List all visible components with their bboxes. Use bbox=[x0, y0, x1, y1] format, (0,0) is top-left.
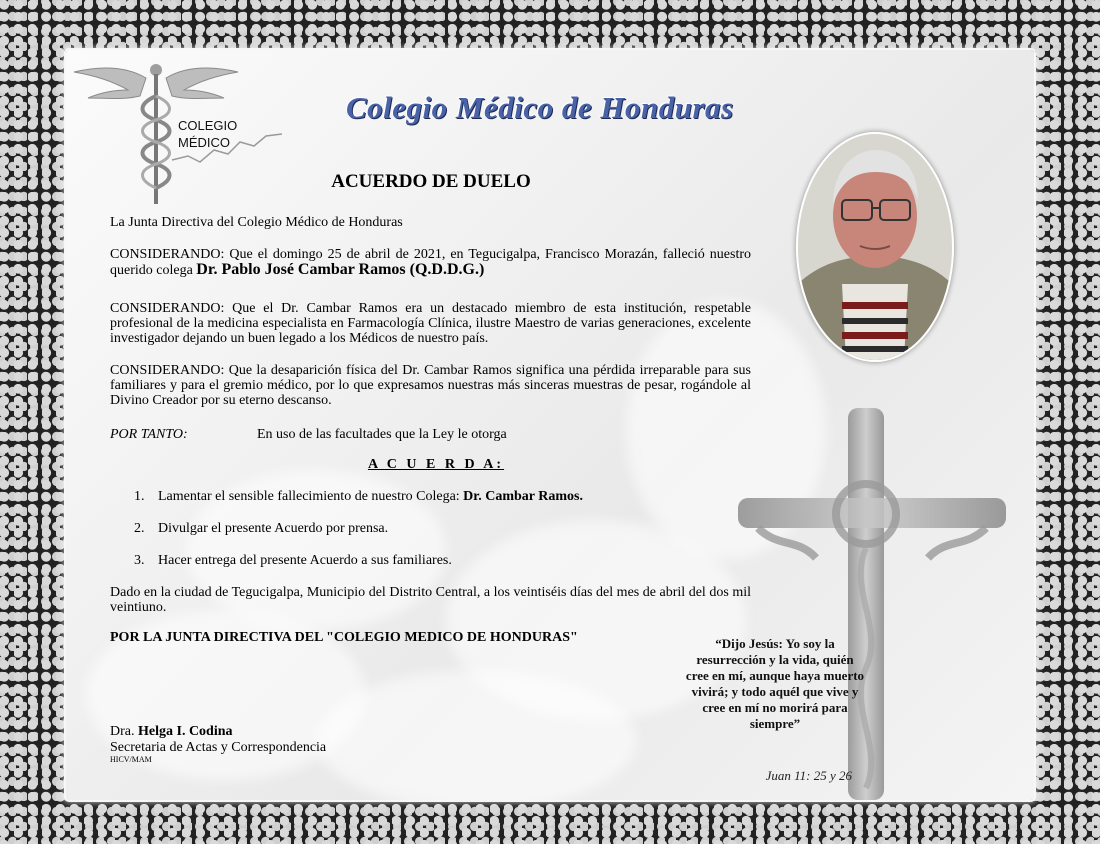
item-number: 1. bbox=[134, 489, 145, 504]
signer-name bbox=[110, 724, 233, 740]
crucifix-image bbox=[738, 408, 1006, 800]
considerando-1-text: CONSIDERANDO: Que el domingo 25 de abril de 2021, en Tegucigalpa, Francisco Morazán, falleció nuestro querido colega bbox=[110, 247, 751, 278]
item-number: 3. bbox=[134, 553, 145, 568]
considerando-2: CONSIDERANDO: Que el Dr. Cambar Ramos era un destacado miembro de esta institución, respetable profesional de la medicina especialista en Farmacología Clínica, ilustre Maestro de varias generaciones, excelente investigador dejando un buen legado a los Médicos de nuestro país. bbox=[110, 301, 751, 346]
considerando-1 bbox=[110, 247, 751, 278]
item-text: Lamentar el sensible fallecimiento de nuestro Colega: bbox=[158, 489, 464, 504]
signer-prefix: Dra. bbox=[110, 724, 138, 739]
document-paper bbox=[66, 50, 1034, 800]
logo-text-2: MÉDICO bbox=[178, 135, 230, 150]
considerando-3: CONSIDERANDO: Que la desaparición física del Dr. Cambar Ramos significa una pérdida irreparable para sus familiares y para el gremio médico, por lo que expresamos nuestras más sinceras muestras de pesar, rogándole al Divino Creador por su eterno descanso. bbox=[110, 363, 751, 408]
document-title: ACUERDO DE DUELO bbox=[331, 171, 531, 192]
signer-initials: HICV/MAM bbox=[110, 755, 152, 764]
list-item bbox=[134, 521, 388, 537]
intro-text: La Junta Directiva del Colegio Médico de Honduras bbox=[110, 215, 403, 230]
por-tanto-label: POR TANTO: bbox=[110, 427, 188, 442]
signer-role: Secretaria de Actas y Correspondencia bbox=[110, 740, 327, 755]
signer-fullname: Helga I. Codina bbox=[138, 724, 233, 739]
deceased-name: Dr. Pablo José Cambar Ramos (Q.D.D.G.) bbox=[196, 261, 485, 278]
dado-text: Dado en la ciudad de Tegucigalpa, Municipio del Distrito Central, a los veintiséis días del mes de abril del dos mil veintiuno. bbox=[110, 585, 751, 615]
logo-text-1: COLEGIO bbox=[178, 118, 238, 133]
list-item bbox=[134, 489, 583, 505]
portrait-image bbox=[798, 134, 952, 360]
list-item bbox=[134, 553, 452, 569]
scripture-quote: “Dijo Jesús: Yo soy la resurrección y la vida, quién cree en mí, aunque haya muerto vivirá; y todo aquél que vive y cree en mí no morirá para siempre” bbox=[685, 636, 865, 731]
junta-signoff: POR LA JUNTA DIRECTIVA DEL "COLEGIO MEDICO DE HONDURAS" bbox=[110, 630, 578, 645]
deceased-portrait bbox=[796, 132, 954, 362]
scripture-reference: Juan 11: 25 y 26 bbox=[765, 768, 852, 783]
item-number: 2. bbox=[134, 521, 145, 536]
item-text: Divulgar el presente Acuerdo por prensa. bbox=[158, 521, 389, 536]
institution-brand: Colegio Médico de Honduras bbox=[346, 90, 734, 125]
item-bold: Dr. Cambar Ramos. bbox=[463, 489, 583, 504]
por-tanto-text: En uso de las facultades que la Ley le otorga bbox=[257, 427, 507, 442]
caduceus-logo bbox=[68, 56, 294, 206]
item-text: Hacer entrega del presente Acuerdo a sus familiares. bbox=[158, 553, 452, 568]
acuerda-heading: A C U E R D A: bbox=[367, 457, 505, 472]
